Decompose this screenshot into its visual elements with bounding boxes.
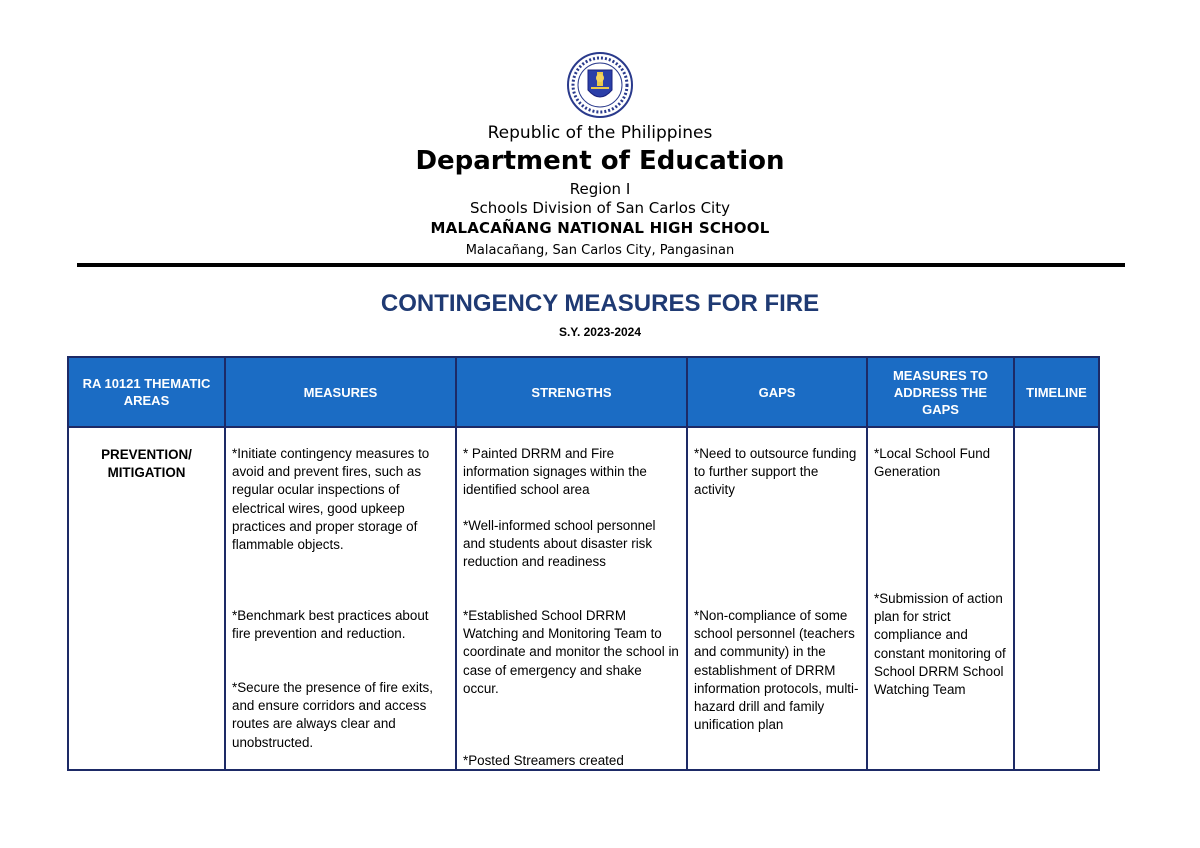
school-name: MALACAÑANG NATIONAL HIGH SCHOOL	[430, 219, 770, 237]
document-title: CONTINGENCY MEASURES FOR FIRE	[380, 290, 820, 317]
school-year: S.Y. 2023-2024	[558, 325, 642, 339]
thematic-area-label: PREVENTION/ MITIGATION	[101, 447, 192, 481]
strength-item: *Well-informed school personnel and students about disaster risk reduction and readiness	[463, 518, 656, 570]
republic-heading: Republic of the Philippines	[487, 123, 713, 143]
header-measures: MEASURES	[225, 357, 456, 427]
header-divider	[77, 263, 1125, 267]
header-address-gaps: MEASURES TO ADDRESS THE GAPS	[867, 357, 1014, 427]
address-gap-item: *Submission of action plan for strict compliance and constant monitoring of School DRRM School Watching Team	[874, 591, 1006, 698]
header-gaps: GAPS	[687, 357, 867, 427]
thematic-area-cell	[68, 427, 225, 770]
gap-item: *Need to outsource funding to further support the activity	[694, 446, 857, 498]
table-header-row	[68, 357, 1099, 427]
gaps-cell	[687, 427, 867, 770]
department-heading: Department of Education	[415, 146, 785, 176]
address-gap-item: *Local School Fund Generation	[874, 446, 991, 480]
strength-item: *Established School DRRM Watching and Monitoring Team to coordinate and monitor the school in case of emergency and shake occur.	[463, 608, 679, 696]
header-timeline: TIMELINE	[1014, 357, 1099, 427]
header-thematic-areas: RA 10121 THEMATIC AREAS	[68, 357, 225, 427]
address-gaps-cell	[867, 427, 1014, 770]
measures-cell	[225, 427, 456, 770]
strengths-cell	[456, 427, 687, 770]
measure-item: *Initiate contingency measures to avoid and prevent fires, such as regular ocular inspections of electrical wires, good upkeep practices and proper storage of flammable objects.	[232, 446, 430, 553]
timeline-cell	[1014, 427, 1099, 770]
school-address: Malacañang, San Carlos City, Pangasinan	[465, 243, 735, 258]
strength-item: * Painted DRRM and Fire information signages within the identified school area	[463, 446, 647, 498]
strength-item: *Posted Streamers created	[463, 753, 624, 768]
region-line: Region I	[569, 180, 631, 198]
gap-item: *Non-compliance of some school personnel (teachers and community) in the establishment of DRRM information protocols, multi-hazard drill and family unification plan	[694, 608, 859, 733]
contingency-table	[67, 356, 1100, 771]
division-line: Schools Division of San Carlos City	[470, 199, 730, 217]
measure-item: *Secure the presence of fire exits, and ensure corridors and access routes are always clear and unobstructed.	[232, 680, 433, 750]
table-row	[68, 427, 1099, 770]
deped-seal-logo	[553, 52, 647, 118]
header-strengths: STRENGTHS	[456, 357, 687, 427]
measure-item: *Benchmark best practices about fire prevention and reduction.	[232, 608, 429, 642]
